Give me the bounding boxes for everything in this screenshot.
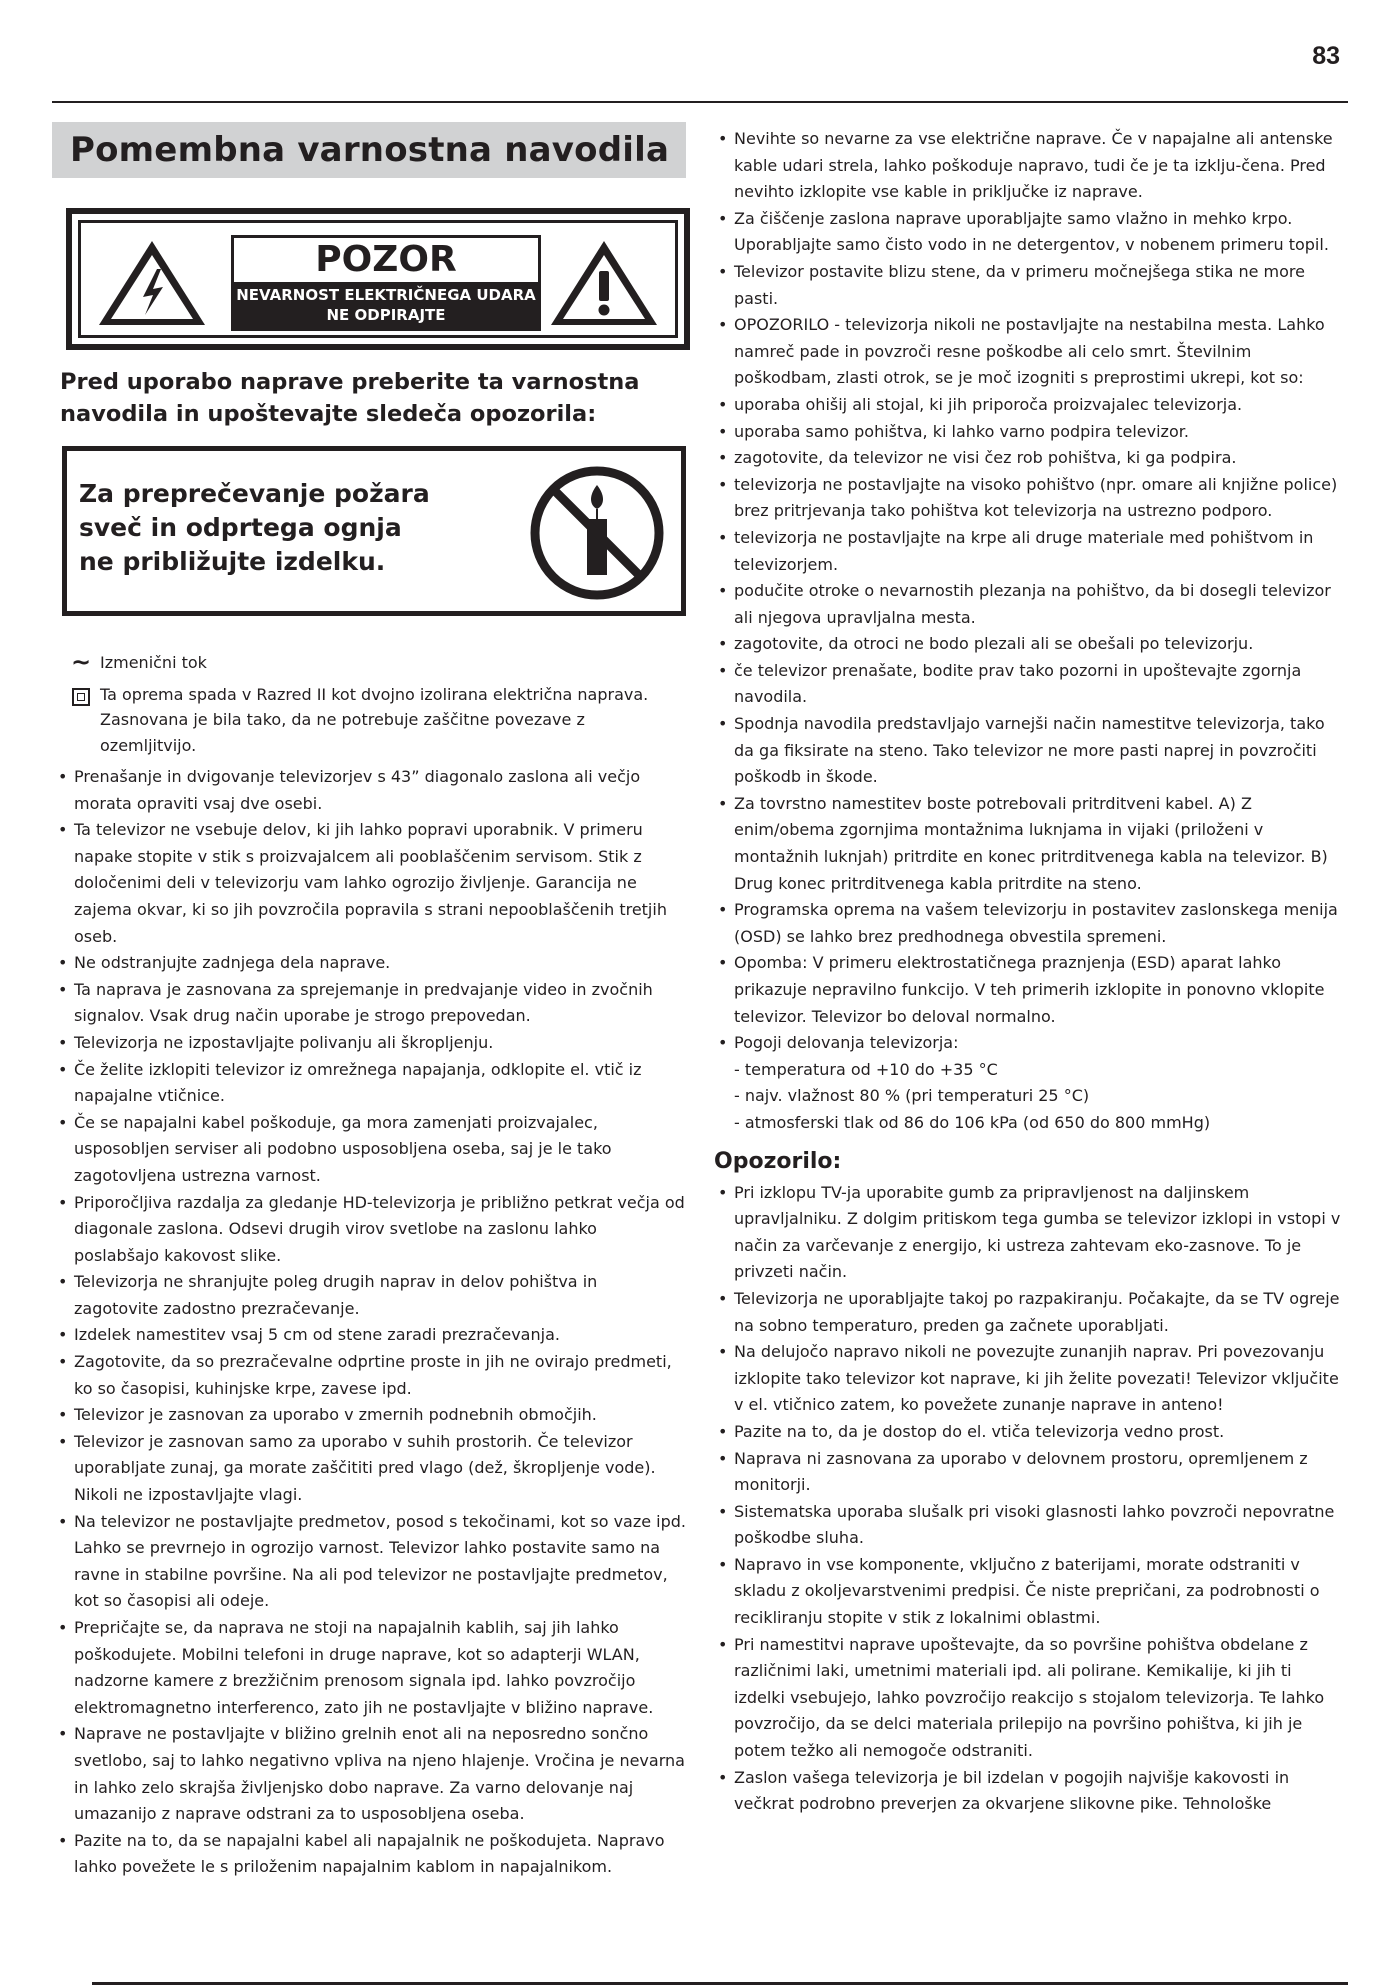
list-item: • Pogoji delovanja televizorja: [712,1030,1346,1057]
top-divider [52,101,1348,103]
intro-line1: Pred uporabo naprave preberite ta varnostna [60,369,640,395]
symbol-text: Ta oprema spada v Razred II kot dvojno izolirana električna naprava. Zasnovana je bila tako, da ne potrebuje zaščitne povezave z ozemljitvijo. [100,684,649,755]
symbol-text: Izmenični tok [100,653,207,672]
list-item: • podučite otroke o nevarnostih plezanja na pohištvo, da bi dosegli televizor ali njegova upravljalna mesta. [712,578,1346,631]
intro-text [60,366,686,430]
list-item: • zagotovite, da televizor ne visi čez rob pohištva, ki ga podpira. [712,445,1346,472]
electric-shock-warning-icon [93,235,211,331]
list-item: • Prenašanje in dvigovanje televizorjev s 43” diagonalo zaslona ali večjo morata opraviti vsaj dve osebi. [52,764,686,817]
fire-line2: sveč in odprtega ognja [79,513,402,542]
list-item: • Pazite na to, da se napajalni kabel ali napajalnik ne poškodujeta. Napravo lahko povežete le s priloženim napajalnim kablom in napajalnikom. [52,1828,686,1881]
list-item: • Če se napajalni kabel poškoduje, ga mora zamenjati proizvajalec, usposobljen serviser ali podobno usposobljena oseba, saj je le tako zagotovljena ustrezna varnost. [52,1110,686,1190]
bottom-divider [92,1982,1348,1985]
list-item: • Za čiščenje zaslona naprave uporabljajte samo vlažno in mehko krpo. Uporabljajte samo čisto vodo in ne detergentov, v nobenem primeru topil. [712,206,1346,259]
list-item: • Pri namestitvi naprave upoštevajte, da so površine pohištva obdelane z različnimi laki, umetnimi materiali ipd. ali polirane. Kemikalije, ki jih ti izdelki vsebujejo, lahko povzročijo reakcijo s stojalom televizorja. Te lahko povzročijo, da se delci materiala prilepijo na površino pohištva, ki jih je potem težko ali nemogoče odstraniti. [712,1632,1346,1765]
list-item: • Zagotovite, da so prezračevalne odprtine proste in jih ne ovirajo predmeti, ko so časopisi, kuhinjske krpe, zavese ipd. [52,1349,686,1402]
left-bullet-list [52,764,686,1881]
list-item: • Televizorja ne shranjujte poleg drugih naprav in delov pohištva in zagotovite zadostno prezračevanje. [52,1269,686,1322]
title-banner [52,122,686,178]
list-item: • Pri izklopu TV-ja uporabite gumb za pripravljenost na daljinskem upravljalniku. Z dolgim pritiskom tega gumba se televizor izklopi in vstopi v način za varčevanje z energijo, ki ustreza zahtevam eko-zasnove. To je privzeti način. [712,1180,1346,1286]
fire-warning-box [62,446,686,616]
list-item: • Televizorja ne izpostavljajte polivanju ali škropljenju. [52,1030,686,1057]
page-title: Pomembna varnostna navodila [70,130,670,170]
list-item: • Izdelek namestitev vsaj 5 cm od stene zaradi prezračevanja. [52,1322,686,1349]
list-item: • Na televizor ne postavljajte predmetov, posod s tekočinami, kot so vaze ipd. Lahko se prevrnejo in ogrozijo varnost. Televizor lahko postavite samo na ravne in stabilne površine. Na ali pod televizor ne postavljajte predmetov, kot so časopisi ali odeje. [52,1509,686,1615]
list-item: • Naprava ni zasnovana za uporabo v delovnem prostoru, opremljenem z monitorji. [712,1446,1346,1499]
right-column [712,126,1346,1818]
no-candle-icon [527,463,667,603]
condition-line: - atmosferski tlak od 86 do 106 kPa (od 650 do 800 mmHg) [734,1112,1211,1132]
pozor-subtitle [234,282,538,328]
list-item: • Programska oprema na vašem televizorju in postavitev zaslonskega menija (OSD) se lahko brez predhodnega obvestila spremeni. [712,897,1346,950]
fire-warning-text [79,477,430,579]
list-item: • Televizorja ne uporabljajte takoj po razpakiranju. Počakajte, da se TV ogreje na sobno temperaturo, preden ga začnete uporabljati. [712,1286,1346,1339]
list-item: • televizorja ne postavljajte na visoko pohištvo (npr. omare ali knjižne police) brez pritrjevanja tako pohištva kot televizorja na ustrezno podporo. [712,472,1346,525]
intro-line2: navodila in upoštevajte sledeča opozorila: [60,401,597,427]
pozor-box [231,235,541,331]
list-item: • Ta naprava je zasnovana za sprejemanje in predvajanje video in zvočnih signalov. Vsak drug način uporabe je strogo prepovedan. [52,977,686,1030]
list-item: • Priporočljiva razdalja za gledanje HD-televizorja je približno petkrat večja od diagonale zaslona. Odsevi drugih virov svetlobe na zaslonu lahko poslabšajo kakovost slike. [52,1190,686,1270]
list-item: • Ne odstranjujte zadnjega dela naprave. [52,950,686,977]
list-item: • Pazite na to, da je dostop do el. vtiča televizorja vedno prost. [712,1419,1346,1446]
list-item: • če televizor prenašate, bodite prav tako pozorni in upoštevajte zgornja navodila. [712,658,1346,711]
list-item: • Če želite izklopiti televizor iz omrežnega napajanja, odklopite el. vtič iz napajalne vtičnice. [52,1057,686,1110]
list-item: • Ta televizor ne vsebuje delov, ki jih lahko popravi uporabnik. V primeru napake stopite v stik s proizvajalcem ali pooblaščenim servisom. Stik z določenimi deli v televizorju vam lahko ogrozijo življenje. Garancija ne zajema okvar, ki so jih povzročila popravila s strani nepooblaščenih tretjih oseb. [52,817,686,950]
list-item: • Na delujočo napravo nikoli ne povezujte zunanjih naprav. Pri povezovanju izklopite tako televizor kot naprave, ki jih želite povezati! Televizor vključite v el. vtičnico zatem, ko povežete zunanje naprave in anteno! [712,1339,1346,1419]
list-item: • Za tovrstno namestitev boste potrebovali pritrditveni kabel. A) Z enim/obema zgornjima montažnima luknjama in vijaki (priloženi v montažnih luknjah) pritrdite en konec pritrditvenega kabla na televizor. B) Drug konec pritrditvenega kabla pritrdite na steno. [712,791,1346,897]
fire-line3: ne približujte izdelku. [79,547,386,576]
operating-conditions [712,1057,1346,1137]
pozor-subtitle-line1: NEVARNOST ELEKTRIČNEGA UDARA [236,286,536,304]
list-item: • Opomba: V primeru elektrostatičnega praznjenja (ESD) aparat lahko prikazuje nepravilno funkcijo. V teh primerih izklopite in ponovno vklopite televizor. Televizor bo deloval normalno. [712,950,1346,1030]
symbol-legend [62,650,686,758]
list-item: • Televizor je zasnovan za uporabo v zmernih podnebnih območjih. [52,1402,686,1429]
symbol-row [62,650,686,676]
left-column [52,122,686,1881]
list-item: • Naprave ne postavljajte v bližino grelnih enot ali na neposredno sončno svetlobo, saj to lahko negativno vpliva na njeno hlajenje. Vročina je nevarna in lahko zelo skrajša življenjsko dobo naprave. Za varno delovanje naj umazanijo z naprave odstrani za to usposobljena oseba. [52,1721,686,1827]
list-item: • televizorja ne postavljajte na krpe ali druge materiale med pohištvom in televizorjem. [712,525,1346,578]
list-item: • uporaba ohišij ali stojal, ki jih priporoča proizvajalec televizorja. [712,392,1346,419]
shock-warning-label [66,208,690,350]
opozorilo-bullet-list [712,1180,1346,1818]
list-item: • Sistematska uporaba slušalk pri visoki glasnosti lahko povzroči nepovratne poškodbe sluha. [712,1499,1346,1552]
alternating-current-icon: ~ [70,648,92,676]
list-item: • Televizor postavite blizu stene, da v primeru močnejšega stika ne more pasti. [712,259,1346,312]
condition-line: - temperatura od +10 do +35 °C [734,1059,998,1079]
pozor-subtitle-line2: NE ODPIRAJTE [326,306,446,324]
class-ii-icon [72,688,90,706]
pozor-title: POZOR [315,239,457,280]
fire-line1: Za preprečevanje požara [79,479,430,508]
list-item: • zagotovite, da otroci ne bodo plezali ali se obešali po televizorju. [712,631,1346,658]
list-item: • Prepričajte se, da naprava ne stoji na napajalnih kablih, saj jih lahko poškodujete. Mobilni telefoni in druge naprave, kot so adapterji WLAN, nadzorne kamere z brezžičnim prenosom signala ipd. lahko povzročijo elektromagnetno interferenco, zato jih ne postavljajte v bližino naprave. [52,1615,686,1721]
list-item: • uporaba samo pohištva, ki lahko varno podpira televizor. [712,419,1346,446]
right-bullet-list [712,126,1346,1057]
page-number: 83 [1312,42,1340,70]
opozorilo-heading: Opozorilo: [714,1148,842,1174]
list-item: • OPOZORILO - televizorja nikoli ne postavljajte na nestabilna mesta. Lahko namreč pade in povzroči resne poškodbe ali celo smrt. Številnim poškodbam, zlasti otrok, se je moč izogniti s preprostimi ukrepi, kot so: [712,312,1346,392]
list-item: • Spodnja navodila predstavljajo varnejši način namestitve televizorja, tako da ga fiksirate na steno. Tako televizor ne more pasti naprej in povzročiti poškodb in škode. [712,711,1346,791]
list-item: • Zaslon vašega televizorja je bil izdelan v pogojih najvišje kakovosti in večkrat podrobno preverjen za okvarjene slikovne pike. Tehnološke [712,1765,1346,1818]
list-item: • Nevihte so nevarne za vse električne naprave. Če v napajalne ali antenske kable udari strela, lahko poškoduje napravo, tudi če je ta izklju-čena. Pred nevihto izklopite vse kable in priključke iz naprave. [712,126,1346,206]
list-item: • Televizor je zasnovan samo za uporabo v suhih prostorih. Če televizor uporabljate zunaj, ga morate zaščititi pred vlago (dež, škropljenje vode). Nikoli ne izpostavljajte vlagi. [52,1429,686,1509]
list-item: • Napravo in vse komponente, vključno z baterijami, morate odstraniti v skladu z okoljevarstvenimi predpisi. Če niste prepričani, za podrobnosti o recikliranju stopite v stik z lokalnimi oblastmi. [712,1552,1346,1632]
exclamation-warning-icon [545,235,663,331]
symbol-row [62,682,686,759]
condition-line: - najv. vlažnost 80 % (pri temperaturi 25 °C) [734,1086,1090,1106]
